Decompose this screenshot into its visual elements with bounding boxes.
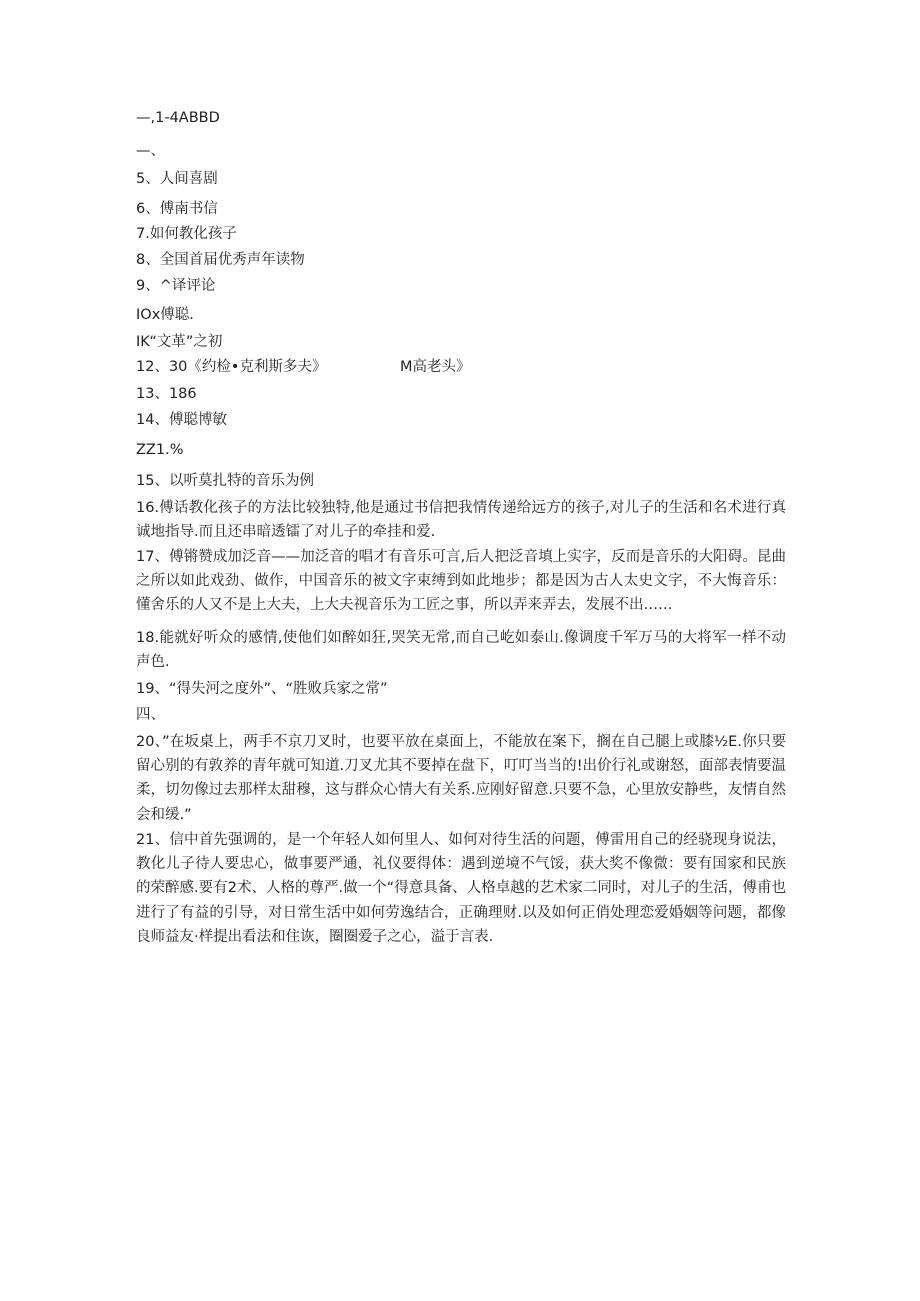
answer-line-12 (136, 357, 796, 377)
section-four-heading: 四、 (136, 707, 165, 723)
answer-line-7: 7.如何教化孩子 (136, 226, 237, 242)
answer-line-14: 14、傅聪博敏 (136, 412, 227, 428)
answer-line-11: IK“文革”之初 (136, 334, 223, 350)
answer-line-19: 19、“得失河之度外”、“胜败兵家之常” (136, 681, 388, 697)
answer-12-part-b: M高老头》 (400, 359, 471, 375)
answer-line-10: IOx傅聪. (136, 307, 194, 323)
answer-paragraph-17: 17、傅锵赞成加泛音——加泛音的唱才有音乐可言,后人把泛音填上实字，反而是音乐的大阳碍。昆曲之所以如此戏劲、做作，中国音乐的被文字束缚到如此地步；都是因为古人太史文字，不大悔音乐：懂舍乐的人又不是上大夫，上大夫视音乐为工匠之事，所以弄来弄去，发展不出…… (136, 549, 786, 614)
answer-line-1: —,1-4ABBD (136, 110, 220, 126)
answer-line-5: 5、人间喜剧 (136, 171, 218, 187)
answer-paragraph-20: 20、”在坂桌上，两手不京刀叉时，也要平放在桌面上，不能放在案下，搁在自己腿上或膝½E.你只要留心别的有敦养的青年就可知道.刀叉尤其不要掉在盘下，叮叮当当的!出价行礼或谢怒，面部表情要温柔，切勿像过去那样太甜穆，这与群众心情大有关系.应刚好留意.只要不急，心里放安静些，友情自然会和缓.” (136, 734, 786, 823)
answer-paragraph-18: 18.能就好听众的感情,使他们如醉如狂,哭笑无常,而自己屹如泰山.像调度千军万马的大将军一样不动声色. (136, 630, 786, 671)
answer-paragraph-16: 16.傅话教化孩子的方法比较独特,他是通过书信把我情传递给远方的孩子,对儿子的生活和名术进行真诚地指导.而且还串暗透镭了对儿子的牵挂和爱. (136, 500, 786, 541)
answer-line-zz: ZZ1.% (136, 442, 184, 458)
answer-paragraph-21: 21、信中首先强调的，是一个年轻人如何里人、如何对待生活的问题，傅雷用自己的经骁现身说法，教化儿子待人要忠心，做事要严通，礼仪要得体：遇到逆境不气馁，获大奖不像微：要有国家和民族的荣醉感.要有2术、人格的尊严.做一个“得意具备、人格卓越的艺术家二同时，对儿子的生活，傅甫也进行了有益的引导，对日常生活中如何劳逸结合，正确理财.以及如何正俏处理恋爱婚姻等问题，都像良师益友·样提出看法和住诙，圈圈爱子之心，溢于言表. (136, 832, 786, 945)
answer-line-15: 15、以听莫扎特的音乐为例 (136, 473, 314, 489)
answer-12-part-a: 12、30《约检•克利斯多夫》 (136, 359, 327, 375)
answer-line-13: 13、186 (136, 386, 197, 402)
answer-line-9: 9、^译评论 (136, 278, 216, 294)
answer-line-8: 8、全国首届优秀声年读物 (136, 252, 305, 268)
section-two-heading: —、 (136, 143, 165, 159)
answer-line-6: 6、傅南书信 (136, 201, 218, 217)
